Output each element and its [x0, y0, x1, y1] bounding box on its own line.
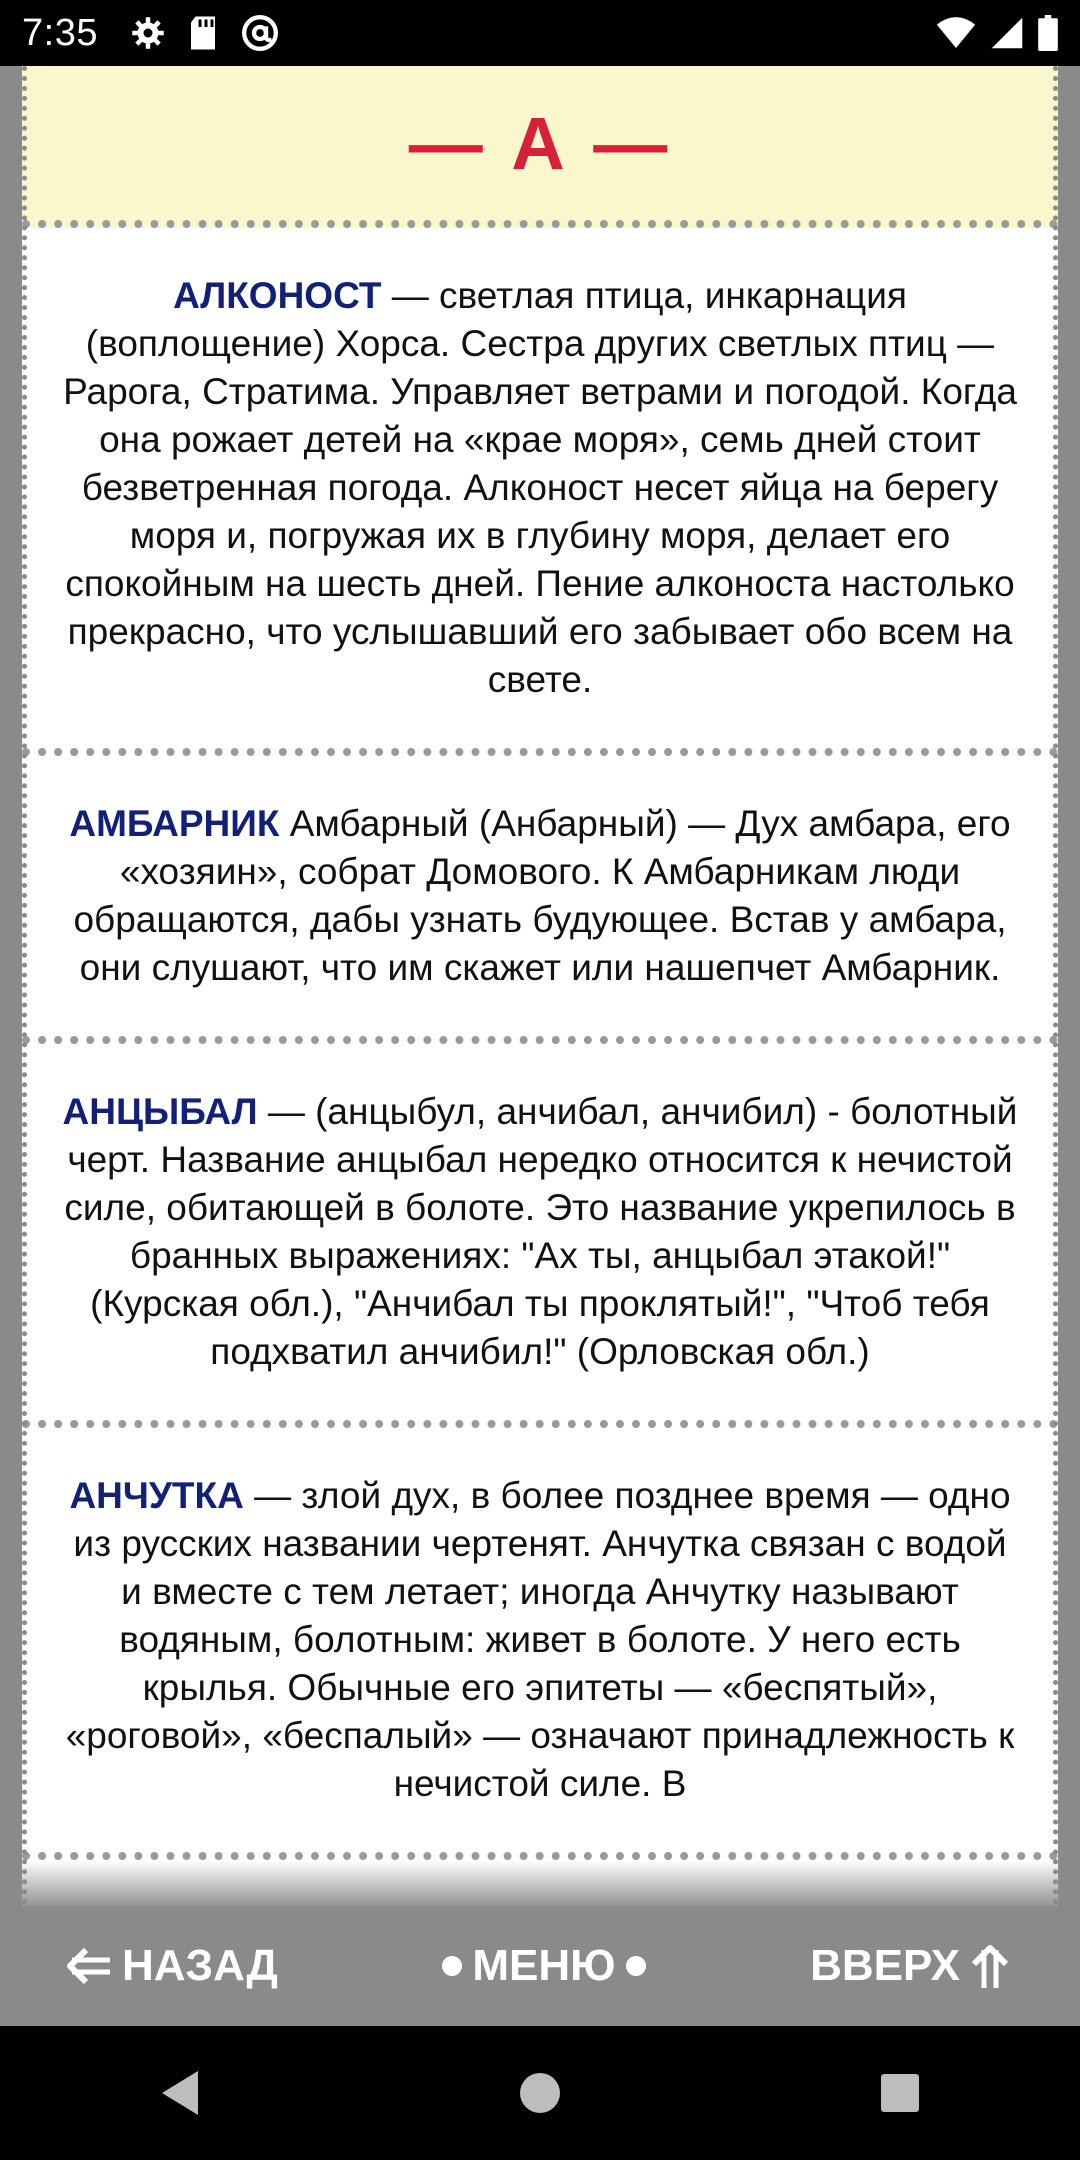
- gear-icon: [130, 15, 166, 51]
- dictionary-entry: [22, 228, 1058, 756]
- at-sign-icon: [240, 13, 280, 53]
- content-border-left: [22, 66, 27, 1906]
- dot-icon: [626, 1956, 646, 1976]
- entry-term: АМБАРНИК: [69, 803, 280, 844]
- letter-section-header: [22, 66, 1058, 228]
- recents-square-icon: [879, 2072, 921, 2114]
- entry-text: Амбарный (Анбарный) — Дух амбара, его «хозяин», собрат Домового. К Амбарникам люди обращаются, дабы узнать будующее. Встав у амбара, они слушают, что им скажет или нашепчет Амбарник.: [73, 803, 1011, 988]
- back-triangle-icon: [158, 2069, 202, 2117]
- letter-title: — А —: [408, 101, 672, 185]
- bottom-navigation: [0, 1906, 1080, 2026]
- back-label: НАЗАД: [122, 1941, 278, 1990]
- entry-text: — (анцыбул, анчибал, анчибил) - болотный черт. Название анцыбал нередко относится к нечистой силе, обитающей в болоте. Это название укрепилось в бранных выражениях: "Ах ты, анцыбал этакой!" (Курская обл.), "Анчибал ты проклятый!", "Чтоб тебя подхватил анчибил!" (Орловская обл.): [64, 1091, 1018, 1372]
- entry-term: АНЦЫБАЛ: [62, 1091, 258, 1132]
- entry-term: АЛКОНОСТ: [173, 275, 382, 316]
- status-icons-right: [936, 15, 1058, 51]
- system-home-button[interactable]: [480, 2048, 600, 2138]
- dictionary-content[interactable]: [22, 66, 1058, 1906]
- system-navigation-bar: [0, 2026, 1080, 2160]
- entry-text: — светлая птица, инкарнация (воплощение) Хорса. Сестра других светлых птиц — Рарога, Стратима. Управляет ветрами и погодой. Когда она рожает детей на «крае моря», семь дней стоит безветренная погода. Алконост несет яйца на берегу моря и, погружая их в глубину моря, делает его спокойным на шесть дней. Пение алконоста настолько прекрасно, что услышавший его забывает обо всем на свете.: [63, 275, 1017, 700]
- top-label: ВВЕРХ: [810, 1941, 960, 1990]
- dictionary-entry: [22, 756, 1058, 1044]
- sd-card-icon: [188, 15, 218, 51]
- status-time: 7:35: [22, 11, 98, 54]
- signal-icon: [990, 16, 1024, 50]
- dictionary-entry: [22, 1044, 1058, 1428]
- scroll-top-button[interactable]: [810, 1941, 1010, 1991]
- dot-icon: [442, 1956, 462, 1976]
- menu-button[interactable]: [442, 1941, 645, 1991]
- system-back-button[interactable]: [120, 2048, 240, 2138]
- entry-text: — злой дух, в более позднее время — одно из русских названии чертенят. Анчутка связан с водой и вместе с тем летает; иногда Анчутку называют водяным, болотным: живет в болоте. У него есть крылья. Обычные его эпитеты — «беспятый», «роговой», «беспалый» — означают принадлежность к нечистой силе. В: [65, 1475, 1015, 1804]
- battery-icon: [1038, 15, 1058, 51]
- entry-term: АНЧУТКА: [69, 1475, 244, 1516]
- back-button[interactable]: [64, 1941, 278, 1991]
- arrow-left-icon: [64, 1946, 112, 1986]
- menu-label: МЕНЮ: [472, 1941, 616, 1990]
- home-circle-icon: [518, 2071, 562, 2115]
- dictionary-entry: [22, 1428, 1058, 1860]
- content-border-right: [1053, 66, 1058, 1906]
- arrow-up-icon: [970, 1942, 1010, 1990]
- status-bar: [0, 0, 1080, 66]
- wifi-icon: [936, 16, 976, 50]
- system-recents-button[interactable]: [840, 2048, 960, 2138]
- status-icons-left: [130, 13, 280, 53]
- content-fade: [22, 1860, 1058, 1910]
